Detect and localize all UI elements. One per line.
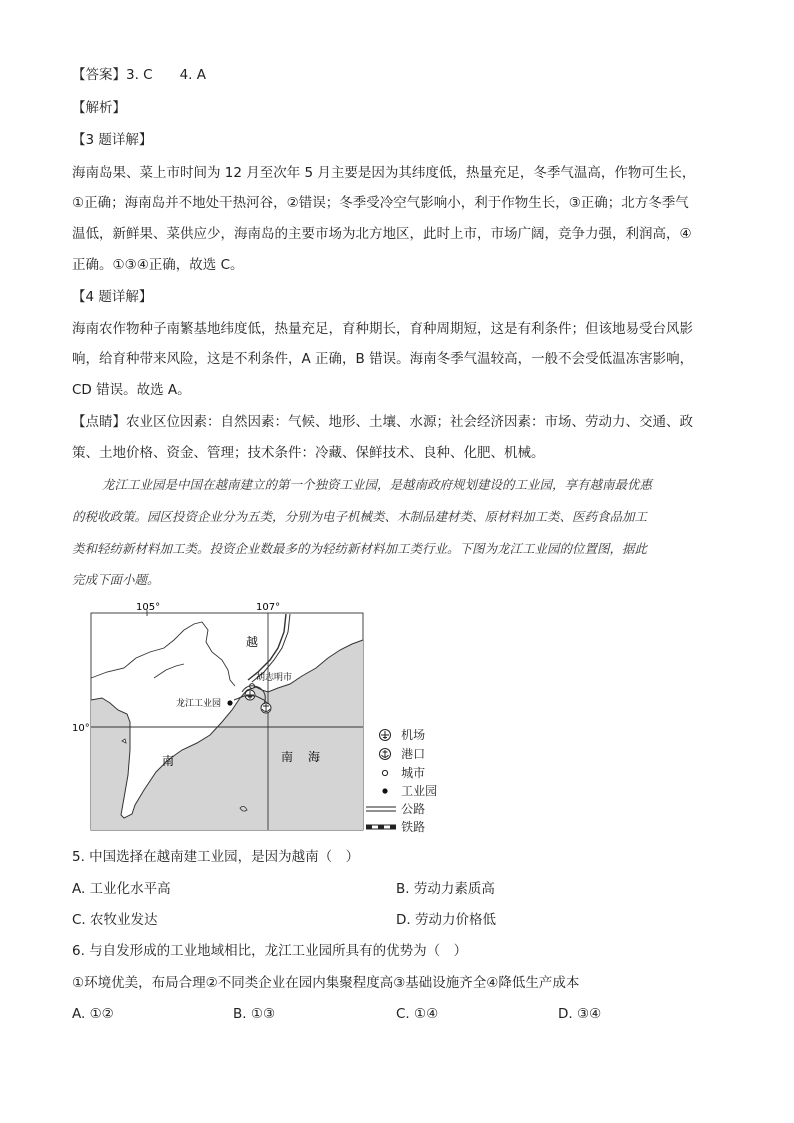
- q6-option-c[interactable]: C. ①④: [396, 1006, 439, 1022]
- q6-option-d[interactable]: D. ③④: [558, 1006, 602, 1022]
- q6-stem: 6. 与自发形成的工业地域相比，龙江工业园所具有的优势为（ ）: [72, 943, 468, 959]
- port-icon: [378, 747, 392, 761]
- highway-icon: [366, 802, 396, 816]
- q5-stem: 5. 中国选择在越南建工业园，是因为越南（ ）: [72, 849, 360, 865]
- passage-line: 类和轻纺新材料加工类。投资企业数最多的为轻纺新材料加工类行业。下图为龙江工业园的位置图，据此: [72, 541, 648, 556]
- lon-107-label: 107°: [256, 602, 281, 613]
- q3-line: 正确。①③④正确，故选 C。: [72, 257, 244, 273]
- q5-option-d[interactable]: D. 劳动力价格低: [396, 912, 496, 928]
- label-nanhai-1: 南: [281, 750, 294, 764]
- label-nan: 南: [162, 754, 175, 768]
- lat-10-label: 10°: [72, 723, 90, 734]
- analysis-heading: 【解析】: [72, 100, 126, 116]
- q3-line: 海南岛果、菜上市时间为 12 月至次年 5 月主要是因为其纬度低，热量充足，冬季气温高，作物可生长，: [72, 165, 696, 181]
- q6-option-a[interactable]: A. ①②: [72, 1006, 114, 1022]
- legend-item: 机场: [378, 724, 425, 742]
- q3-heading: 【3 题详解】: [72, 132, 153, 148]
- q5-option-a[interactable]: A. 工业化水平高: [72, 881, 171, 897]
- q3-line: ①正确；海南岛并不地处干热河谷，②错误；冬季受冷空气影响小，利于作物生长，③正确；北方冬季气: [72, 195, 689, 211]
- passage-line: 完成下面小题。: [72, 572, 160, 587]
- tip-line: 【点睛】农业区位因素：自然因素：气候、地形、土壤、水源；社会经济因素：市场、劳动力、交通、政: [72, 414, 693, 430]
- city-icon: [378, 766, 392, 780]
- park-label: 龙江工业园: [176, 699, 222, 709]
- railway-icon: [366, 820, 396, 834]
- q4-line: 响，给育种带来风险，这是不利条件，A 正确，B 错误。海南冬季气温较高，一般不会受低温冻害影响，: [72, 351, 694, 367]
- q4-heading: 【4 题详解】: [72, 289, 153, 305]
- q5-option-c[interactable]: C. 农牧业发达: [72, 912, 158, 928]
- lon-105-label: 105°: [136, 602, 161, 613]
- q4-line: CD 错误。故选 A。: [72, 382, 191, 398]
- q6-statements: ①环境优美，布局合理②不同类企业在园内集聚程度高③基础设施齐全④降低生产成本: [72, 975, 580, 991]
- legend-item: 港口: [378, 743, 425, 761]
- tip-line: 策、土地价格、资金、管理；技术条件：冷藏、保鲜技术、良种、化肥、机械。: [72, 445, 545, 461]
- park-marker: [227, 700, 232, 705]
- q3-line: 温低，新鲜果、菜供应少，海南岛的主要市场为北方地区，此时上市，市场广阔，竞争力强，利润高，④: [72, 226, 692, 242]
- label-nanhai-2: 海: [308, 750, 321, 764]
- label-yue: 越: [246, 635, 259, 649]
- map-airport-icon: [245, 690, 255, 700]
- q4-line: 海南农作物种子南繁基地纬度低，热量充足，育种期长，育种周期短，这是有利条件；但该地易受台风影: [72, 321, 693, 337]
- answer-line: 【答案】3. C 4. A: [72, 67, 207, 83]
- airport-icon: [378, 728, 392, 742]
- q5-option-b[interactable]: B. 劳动力素质高: [396, 881, 495, 897]
- legend-item: 铁路: [366, 816, 425, 834]
- industrial-park-icon: [378, 784, 392, 798]
- city-label: 胡志明市: [256, 673, 293, 683]
- passage-line: 的税收政策。园区投资企业分为五类，分别为电子机械类、木制品建材类、原材料加工类、医药食品加工: [72, 509, 648, 524]
- legend-item: 城市: [378, 762, 425, 780]
- map-port-icon: [261, 703, 271, 713]
- q6-option-b[interactable]: B. ①③: [233, 1006, 276, 1022]
- legend-item: 公路: [366, 798, 425, 816]
- passage-line: 龙江工业园是中国在越南建立的第一个独资工业园，是越南政府规划建设的工业园，享有越南最优惠: [102, 477, 653, 492]
- legend-item: 工业园: [378, 780, 437, 798]
